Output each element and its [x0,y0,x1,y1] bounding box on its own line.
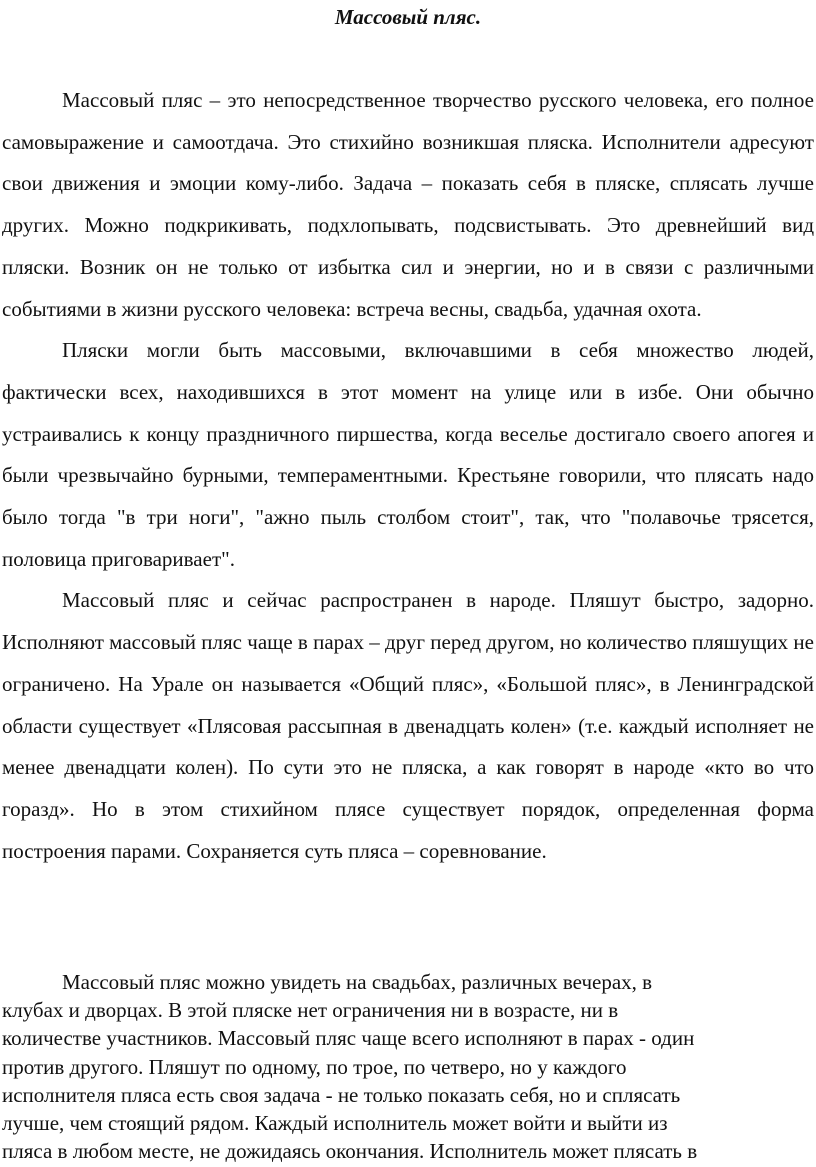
document-title: Массовый пляс. [334,5,482,29]
document-body [2,80,814,872]
paragraph-3: Массовый пляс и сейчас распространен в народе. Пляшут быстро, задорно. Исполняют массовый пляс чаще в парах – друг перед другом, но количество пляшущих не ограничено. На Урале он называется «Общий пляс», «Большой пляс», в Ленинградской области существует «Плясовая рассыпная в двенадцать колен» (т.е. каждый исполняет не менее двенадцати колен). По сути это не пляска, а как говорят в народе «кто во что горазд». Но в этом стихийном плясе существует порядок, определенная форма построения парами. Сохраняется суть пляса – соревнование. [2,588,814,863]
paragraph-4-line: лучше, чем стоящий рядом. Каждый исполнитель может войти и выйти из [2,1111,668,1136]
paragraph-4-line: клубах и дворцах. В этой пляске нет ограничения ни в возрасте, ни в [2,998,619,1023]
paragraph-4-line: пляса в любом месте, не дожидаясь окончания. Исполнитель может плясать в [2,1139,698,1164]
paragraph-2: Пляски могли быть массовыми, включавшими в себя множество людей, фактически всех, находившихся в этот момент на улице или в избе. Они обычно устраивались к концу праздничного пиршества, когда веселье достигало своего апогея и были чрезвычайно бурными, темпераментными. Крестьяне говорили, что плясать надо было тогда "в три ноги", "ажно пыль столбом стоит", так, что "полавочье трясется, половица приговаривает". [2,338,814,571]
paragraph-4-line: против другого. Пляшут по одному, по трое, по четверо, но у каждого [2,1054,627,1079]
paragraph-4-line: исполнителя пляса есть своя задача - не только показать себя, но и сплясать [2,1082,681,1107]
paragraph-1: Массовый пляс – это непосредственное творчество русского человека, его полное самовыражение и самоотдача. Это стихийно возникшая пляска. Исполнители адресуют свои движения и эмоции кому-либо. Задача – показать себя в пляске, сплясать лучше других. Можно подкрикивать, подхлопывать, подсвистывать. Это древнейший вид пляски. Возник он не только от избытка сил и энергии, но и в связи с различными событиями в жизни русского человека: встреча весны, свадьба, удачная охота. [2,88,814,321]
paragraph-4-line: количестве участников. Массовый пляс чаще всего исполняют в парах - один [2,1026,695,1051]
paragraph-4 [2,968,792,1165]
paragraph-4-line: Массовый пляс можно увидеть на свадьбах, различных вечерах, в [62,970,653,994]
